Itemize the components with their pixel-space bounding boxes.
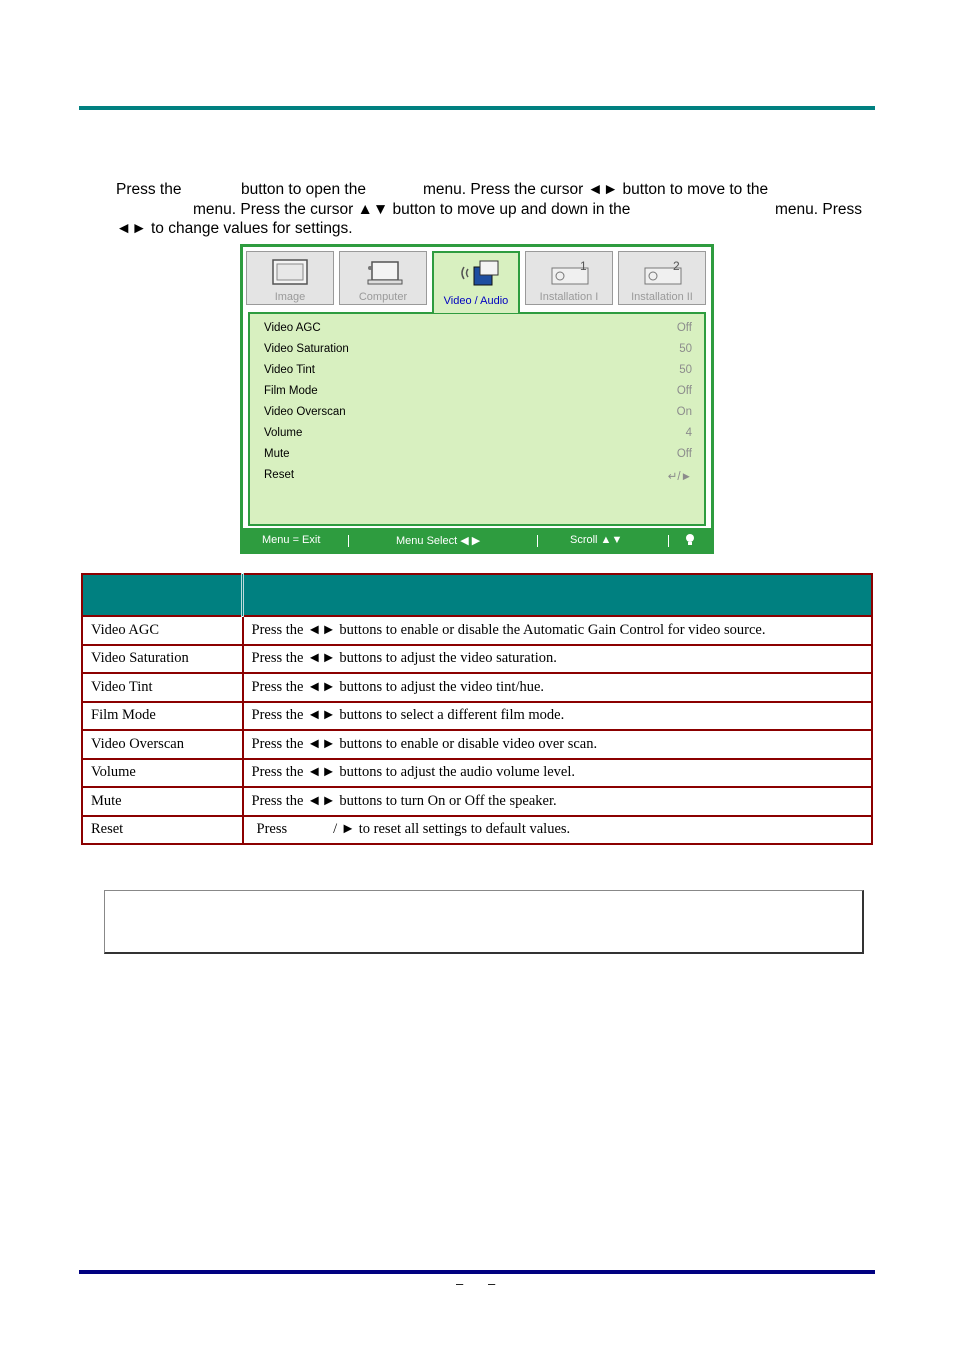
table-cell-desc: Press the ◄► buttons to adjust the audio volume level. [243, 759, 873, 788]
intro-text: menu. Press the cursor ◄► button to move to the [423, 181, 769, 198]
tab-video-audio[interactable] [432, 251, 520, 313]
menu-item-value: 4 [685, 427, 692, 439]
header-rule [79, 106, 875, 110]
menu-item-label: Film Mode [264, 385, 318, 397]
tab-label: Video / Audio [443, 295, 509, 307]
table-cell-item: Film Mode [82, 702, 243, 731]
menu-item-value: Off [676, 385, 692, 397]
table-row [82, 616, 872, 645]
table-cell-desc: Press the ◄► buttons to enable or disable video over scan. [243, 730, 873, 759]
menu-item-value: 50 [679, 364, 692, 376]
table-row [82, 787, 872, 816]
table-cell-item: Mute [82, 787, 243, 816]
table-cell-item: Reset [82, 816, 243, 845]
menu-item-label: Video Saturation [264, 343, 349, 355]
menu-item-reset[interactable] [264, 465, 692, 486]
osd-body [243, 247, 711, 551]
menu-item-film-mode[interactable] [264, 381, 692, 402]
footer-select-hint: Menu Select ◀ ▶ [396, 535, 481, 547]
table-cell-item: Volume [82, 759, 243, 788]
table-cell-item: Video Tint [82, 673, 243, 702]
menu-item-video-saturation[interactable] [264, 339, 692, 360]
page-number [456, 1276, 498, 1291]
intro-text: menu. Press [775, 201, 863, 218]
footer-separator [668, 535, 669, 547]
table-cell-item: Video Saturation [82, 645, 243, 674]
computer-icon [364, 258, 406, 288]
svg-text:2: 2 [673, 259, 680, 273]
reset-desc-a: Press [256, 821, 288, 838]
intro-text: Press the [116, 181, 182, 198]
table-cell-desc [243, 816, 873, 845]
footer-separator [537, 535, 538, 547]
tab-image[interactable] [246, 251, 334, 305]
menu-item-label: Video Overscan [264, 406, 346, 418]
menu-item-value: ↵/► [667, 471, 692, 483]
menu-item-video-tint[interactable] [264, 360, 692, 381]
osd-menu-panel [248, 312, 706, 526]
table-cell-desc: Press the ◄► buttons to turn On or Off the speaker. [243, 787, 873, 816]
image-icon [271, 258, 309, 288]
menu-item-label: Video AGC [264, 322, 321, 334]
footer-separator [348, 535, 349, 547]
table-cell-item: Video Overscan [82, 730, 243, 759]
tab-computer[interactable] [339, 251, 427, 305]
menu-item-value: 50 [679, 343, 692, 355]
projector-1-icon [550, 258, 592, 288]
menu-item-label: Mute [264, 448, 290, 460]
menu-item-value: Off [676, 448, 692, 460]
menu-item-label: Volume [264, 427, 303, 439]
menu-item-video-overscan[interactable] [264, 402, 692, 423]
projector-2-icon [643, 258, 685, 288]
menu-item-label: Video Tint [264, 364, 315, 376]
tab-label: Image [274, 291, 306, 303]
menu-item-label: Reset [264, 469, 295, 481]
settings-table [81, 573, 873, 845]
tab-label: Installation II [631, 291, 693, 303]
page-dash: – [456, 1276, 464, 1291]
page-dash: – [488, 1276, 496, 1291]
table-cell-desc: Press the ◄► buttons to adjust the video saturation. [243, 645, 873, 674]
table-row [82, 702, 872, 731]
table-row [82, 673, 872, 702]
bulb-icon [684, 533, 696, 550]
osd-menu [240, 244, 714, 554]
menu-item-value: On [676, 406, 692, 418]
table-row [82, 730, 872, 759]
table-cell-item: Video AGC [82, 616, 243, 645]
table-cell-desc: Press the ◄► buttons to select a different film mode. [243, 702, 873, 731]
table-cell-desc: Press the ◄► buttons to adjust the video tint/hue. [243, 673, 873, 702]
menu-item-value: Off [676, 322, 692, 334]
footer-exit-hint: Menu = Exit [262, 534, 321, 546]
table-header-cell [82, 574, 243, 616]
table-header-row [82, 574, 872, 616]
menu-item-volume[interactable] [264, 423, 692, 444]
intro-text: menu. Press the cursor ▲▼ button to move up and down in the [193, 201, 631, 218]
table-row [82, 816, 872, 845]
intro-text: button to open the [241, 181, 366, 198]
video-audio-icon [458, 259, 500, 291]
table-row [82, 645, 872, 674]
table-row [82, 759, 872, 788]
note-box [104, 890, 864, 954]
footer-rule [79, 1270, 875, 1274]
tab-installation-i[interactable] [525, 251, 613, 305]
table-cell-desc: Press the ◄► buttons to enable or disable the Automatic Gain Control for video source. [243, 616, 873, 645]
table-header-cell [243, 574, 873, 616]
menu-item-mute[interactable] [264, 444, 692, 465]
footer-scroll-hint: Scroll ▲▼ [570, 534, 623, 546]
reset-desc-b: / ► to reset all settings to default values. [333, 821, 571, 838]
tab-label: Installation I [539, 291, 599, 303]
menu-item-video-agc[interactable] [264, 318, 692, 339]
intro-text: ◄► to change values for settings. [116, 220, 353, 237]
tab-label: Computer [358, 291, 408, 303]
tab-installation-ii[interactable] [618, 251, 706, 305]
osd-footer-bar [240, 528, 714, 554]
svg-text:1: 1 [580, 259, 587, 273]
